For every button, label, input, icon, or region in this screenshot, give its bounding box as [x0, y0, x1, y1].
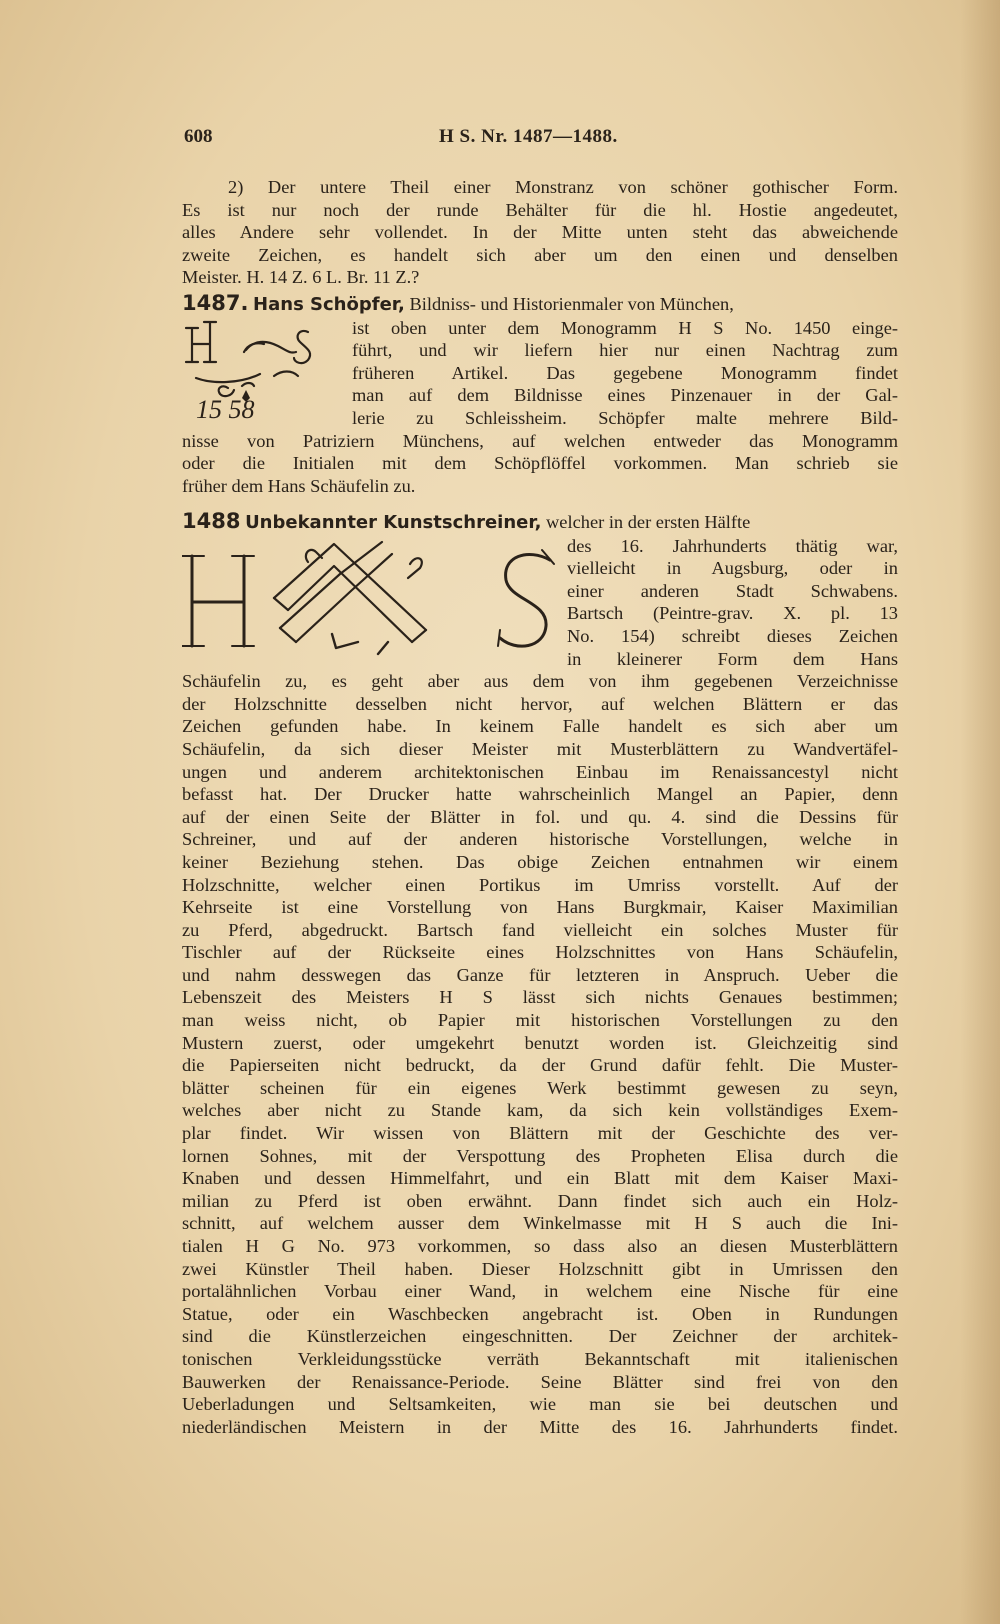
text-line: vielleicht in Augsburg, oder in — [567, 558, 898, 579]
text-line: befasst hat. Der Drucker hatte wahrscheinlich Mangel an Papier, denn — [182, 784, 898, 805]
text-line: portalähnlichen Vorbau einer Wand, in welchem eine Nische für eine — [182, 1281, 898, 1302]
text-line: früheren Artikel. Das gegebene Monogramm findet — [352, 362, 898, 383]
text-line: tialen H G No. 973 vorkommen, so dass also an diesen Musterblättern — [182, 1236, 898, 1256]
text-line: man auf dem Bildnisse eines Pinzenauer in der Gal- — [352, 385, 898, 406]
text-line: auf der einen Seite der Blätter in fol. und qu. 4. sind die Dessins für — [182, 806, 898, 827]
text-line: Schäufelin zu, es geht aber aus dem von ihm gegebenen Verzeichnisse — [182, 671, 898, 692]
text-line: niederländischen Meistern in der Mitte des 16. Jahrhunderts findet. — [182, 1416, 898, 1437]
page-header — [184, 126, 896, 156]
text-line: 2) Der untere Theil einer Monstranz von schöner gothischer Form. — [228, 177, 898, 197]
text-line: zu Pferd, abgedruckt. Bartsch fand vielleicht ein solches Muster für — [182, 919, 898, 940]
page-number: 608 — [184, 126, 213, 147]
entry-1488 — [182, 510, 898, 1438]
text-line: ist oben unter dem Monogramm H S No. 1450 einge- — [352, 317, 898, 338]
text-line: Schäufelin, da sich dieser Meister mit Musterblättern zu Wandvertäfel- — [182, 738, 898, 759]
text-line: Tischler auf der Rückseite eines Holzschnittes von Hans Schäufelin, — [182, 942, 898, 963]
page-edge-shadow — [960, 0, 1000, 1624]
text-line: sind die Künstlerzeichen eingeschnitten. Der Zeichner der architek- — [182, 1326, 898, 1347]
text-line: Zeichen gefunden habe. In keinem Falle handelt es sich aber um — [182, 716, 898, 737]
text-line: milian zu Pferd ist oben erwähnt. Dann findet sich auch ein Holz- — [182, 1190, 898, 1211]
running-title: H S. Nr. 1487—1488. — [439, 126, 618, 147]
text-line: alles Andere sehr vollendet. In der Mitte unten steht das abweichende — [182, 222, 898, 243]
text-line: Kehrseite ist eine Vorstellung von Hans Burgkmair, Kaiser Maximilian — [182, 897, 898, 918]
text-line: blätter scheinen für ein eigenes Werk bestimmt gewesen zu seyn, — [182, 1077, 898, 1098]
text-line: führt, und wir liefern hier nur einen Nachtrag zum — [352, 340, 898, 361]
text-line: des 16. Jahrhunderts thätig war, — [567, 535, 898, 556]
text-line: man weiss nicht, ob Papier mit historischen Vorstellungen zu den — [182, 1010, 898, 1031]
artist-name: Hans Schöpfer, — [253, 294, 405, 315]
text-line: einer anderen Stadt Schwabens. — [567, 580, 898, 601]
text-line: Statue, oder ein Waschbecken angebracht ist. Oben in Rundungen — [182, 1303, 898, 1324]
paragraph-monstranz — [182, 176, 898, 289]
monogram-year: 15 58 — [196, 395, 255, 424]
text-line: Es ist nur noch der runde Behälter für die hl. Hostie angedeutet, — [182, 199, 898, 220]
text-line: Lebenszeit des Meisters H S lässt sich nichts Genaues bestimmen; — [182, 987, 898, 1008]
text-line: Bauwerken der Renaissance-Periode. Seine Blätter sind frei von den — [182, 1371, 898, 1392]
monogram-hs-square-figure — [182, 534, 567, 668]
text-line: Knaben und dessen Himmelfahrt, und ein Blatt mit dem Kaiser Maxi- — [182, 1168, 898, 1189]
text-line: Ueberladungen und Seltsamkeiten, wie man sie bei deutschen und — [182, 1394, 898, 1415]
text-line: keiner Beziehung stehen. Das obige Zeichen entnahmen wir einem — [182, 851, 898, 872]
text-line: ungen und anderem architektonischen Einbau im Renaissancestyl nicht — [182, 761, 898, 782]
text-line: zweite Zeichen, es handelt sich aber um den einen und denselben — [182, 244, 898, 265]
text-line: Mustern zuerst, oder umgekehrt benutzt worden ist. Gleichzeitig sind — [182, 1032, 898, 1053]
text-line: Meister. H. 14 Z. 6 L. Br. 11 Z.? — [182, 267, 420, 288]
entry-1487 — [182, 292, 898, 497]
text-line: die Papierseiten nicht bedruckt, da der Grund dafür fehlt. Die Muster- — [182, 1055, 898, 1076]
text-line: nisse von Patriziern Münchens, auf welchen entweder das Monogramm — [182, 430, 898, 451]
entry-1488-full-text — [182, 670, 898, 1438]
text-line: welcher in der ersten Hälfte — [546, 512, 751, 532]
text-line: schnitt, auf welchem ausser dem Winkelmasse mit H S auch die Ini- — [182, 1213, 898, 1234]
text-line: lornen Sohnes, mit der Verspottung des Propheten Elisa durch die — [182, 1145, 898, 1166]
entry-number: 1488 — [182, 509, 241, 533]
artist-name: Unbekannter Kunstschreiner, — [245, 512, 542, 533]
text-line: tonischen Verkleidungsstücke verräth Bekanntschaft mit italienischen — [182, 1348, 898, 1369]
text-line: Bildniss- und Historienmaler von München, — [409, 294, 734, 314]
entry-number: 1487. — [182, 291, 249, 315]
text-line: und nahm desswegen das Ganze für letzteren in Anspruch. Ueber die — [182, 964, 898, 985]
text-line: welches aber nicht zu Stande kam, da sich kein vollständiges Exem- — [182, 1100, 898, 1121]
text-line: Schreiner, und auf der anderen historische Vorstellungen, welche in — [182, 829, 898, 850]
text-line: plar findet. Wir wissen von Blättern mit der Geschichte des ver- — [182, 1123, 898, 1144]
text-line: oder die Initialen mit dem Schöpflöffel vorkommen. Man schrieb sie — [182, 453, 898, 474]
text-line: früher dem Hans Schäufelin zu. — [182, 475, 416, 496]
text-line: lerie zu Schleissheim. Schöpfer malte mehrere Bild- — [352, 407, 898, 428]
text-line: Holzschnitte, welcher einen Portikus im Umriss vorstellt. Auf der — [182, 874, 898, 895]
monogram-hs-schoepfer-figure — [182, 314, 347, 424]
text-line: in kleinerer Form dem Hans — [567, 648, 898, 669]
text-line: No. 154) schreibt dieses Zeichen — [567, 625, 898, 646]
text-line: Bartsch (Peintre-grav. X. pl. 13 — [567, 603, 898, 624]
text-line: zwei Künstler Theil haben. Dieser Holzschnitt gibt in Umrissen den — [182, 1258, 898, 1279]
text-line: der Holzschnitte desselben nicht hervor, auf welchen Blättern er das — [182, 693, 898, 714]
